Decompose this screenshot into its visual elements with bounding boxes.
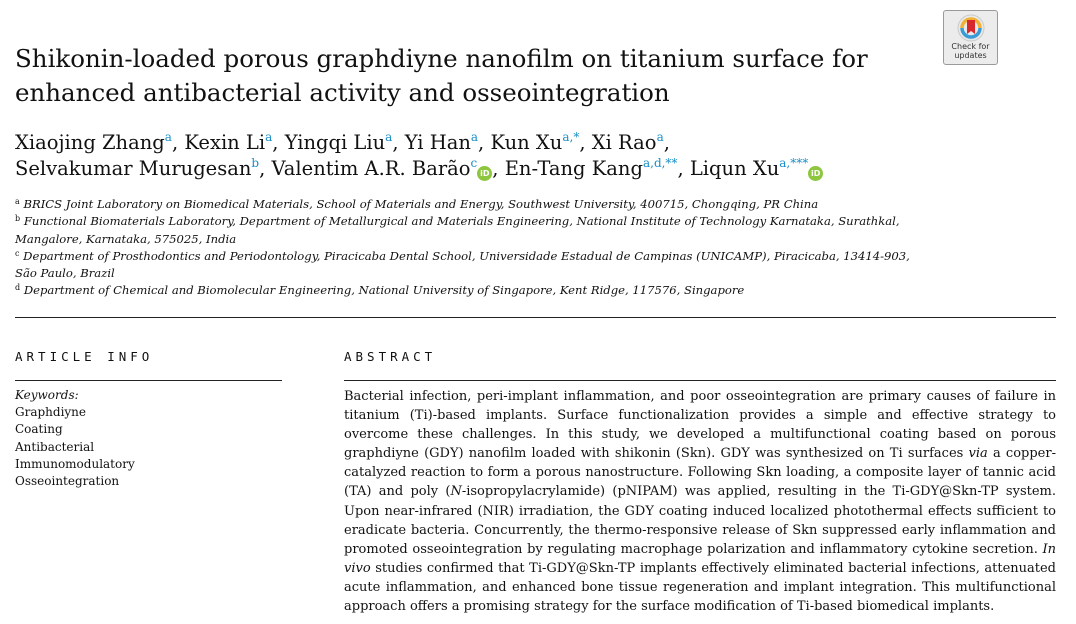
article-title — [15, 42, 915, 110]
badge-text-line-1: Check for — [951, 42, 990, 51]
author-name[interactable]: Xi Rao — [591, 131, 657, 154]
check-for-updates-badge[interactable] — [943, 10, 998, 65]
abstract-text: Bacterial infection, peri-implant inflammation, and poor osseointegration are primary causes of failure in titanium (Ti)-based implants. Surface functionalization provides a simple and effective strategy to overcome these challenges. In this study, we developed a multifunctional coating based on porous graphdiyne (GDY) nanofilm loaded with shikonin (Skn). GDY was synthesized on Ti surfaces via a copper-catalyzed reaction to form a porous nanostructure. Following Skn loading, a composite layer of tannic acid (TA) and poly (N-isopropylacrylamide) (pNIPAM) was applied, resulting in the Ti-GDY@Skn-TP system. Upon near-infrared (NIR) irradiation, the GDY coating induced localized photothermal effects sufficient to eradicate bacteria. Concurrently, the thermo-responsive release of Skn suppressed early inflammation and promoted osseointegration by regulating macrophage polarization and inflammatory cytokine secretion. In vivo studies confirmed that Ti-GDY@Skn-TP implants effectively eliminated bacterial infections, attenuated acute inflammation, and enhanced bone tissue regeneration and implant integration. This multifunctional approach offers a promising strategy for the surface modification of Ti-based biomedical implants. — [344, 389, 1056, 615]
keywords-block — [15, 387, 280, 490]
author-name[interactable]: Liqun Xu — [689, 157, 780, 180]
author-affil-sup[interactable]: a,d,** — [642, 156, 678, 170]
article-info-rule — [15, 380, 282, 381]
author-name[interactable]: En-Tang Kang — [504, 157, 643, 180]
keyword-item: Coating — [15, 422, 63, 437]
article-info-heading: ARTICLE INFO — [15, 349, 154, 364]
affiliation-list — [15, 196, 915, 300]
author-name[interactable]: Valentim A.R. Barão — [271, 157, 471, 180]
author-affil-sup[interactable]: a — [385, 130, 393, 144]
keyword-item: Immunomodulatory — [15, 456, 135, 471]
author-affil-sup[interactable]: c — [470, 156, 478, 170]
affiliation-item: $^a$ BRICS Joint Laboratory on Biomedical Materials, School of Materials and Energy, Southwest University, 400715, Chongqing, PR China — [15, 197, 819, 211]
author-name[interactable]: Selvakumar Murugesan — [15, 157, 252, 180]
author-name[interactable]: Yi Han — [404, 131, 471, 154]
orcid-icon[interactable]: iD — [477, 166, 492, 181]
affiliation-item: $^c$ Department of Prosthodontics and Periodontology, Piracicaba Dental School, Universidade Estadual de Campinas (UNICAMP), Piracicaba, 13414-903, São Paulo, Brazil — [15, 248, 910, 281]
author-affil-sup[interactable]: a — [265, 130, 273, 144]
author-line-2: Selvakumar Murugesan$^b$, Valentim A.R. Barão$^c$iD , En-Tang Kang$^{a,d,**}$, Liqun $Xu^{a,***}iD$ — [15, 156, 1055, 182]
keyword-item: Osseointegration — [15, 474, 120, 489]
title-line-1: Shikonin-loaded porous graphdiyne nanofilm on titanium surface for — [15, 44, 868, 73]
author-affil-sup[interactable]: b — [251, 156, 260, 170]
badge-text-line-2: updates — [954, 51, 987, 60]
author-affil-sup[interactable]: a — [470, 130, 479, 144]
author-line-1: Xiaojing Zhang$^a$, Kexin Li$^a$, Yingqi Liu$^a$, Yi Han$^a$, Kun $Xu^{a,*}$, Xi Rao$^a$, — [15, 130, 670, 154]
author-name[interactable]: Kun Xu — [490, 131, 563, 154]
author-affil-sup[interactable]: a,* — [562, 130, 580, 144]
keyword-item: Graphdiyne — [15, 405, 87, 420]
crossmark-icon — [957, 14, 985, 42]
keywords-label: Keywords: — [15, 388, 79, 402]
keyword-item: Antibacterial — [15, 439, 95, 454]
section-divider — [15, 317, 1056, 318]
affiliation-item: $^d$ Department of Chemical and Biomolecular Engineering, National University of Singapore, Kent Ridge, 117576, Singapore — [15, 283, 745, 298]
author-name[interactable]: Yingqi Liu — [284, 131, 386, 154]
author-name[interactable]: Kexin Li — [184, 131, 266, 154]
author-affil-sup[interactable]: a — [656, 130, 664, 144]
author-affil-sup[interactable]: a — [164, 130, 172, 144]
author-list — [15, 130, 1055, 182]
abstract-rule — [344, 380, 1056, 381]
title-line-2: enhanced antibacterial activity and osseointegration — [15, 78, 670, 107]
affiliation-item: $^b$ Functional Biomaterials Laboratory, Department of Metallurgical and Materials Engineering, National Institute of Technology Karnataka, Surathkal, Mangalore, Karnataka, 575025, India — [15, 214, 900, 246]
author-name[interactable]: Xiaojing Zhang — [15, 131, 165, 154]
orcid-icon[interactable]: iD — [808, 166, 823, 181]
abstract-heading: ABSTRACT — [344, 349, 437, 364]
author-affil-sup[interactable]: a,*** — [779, 156, 809, 170]
